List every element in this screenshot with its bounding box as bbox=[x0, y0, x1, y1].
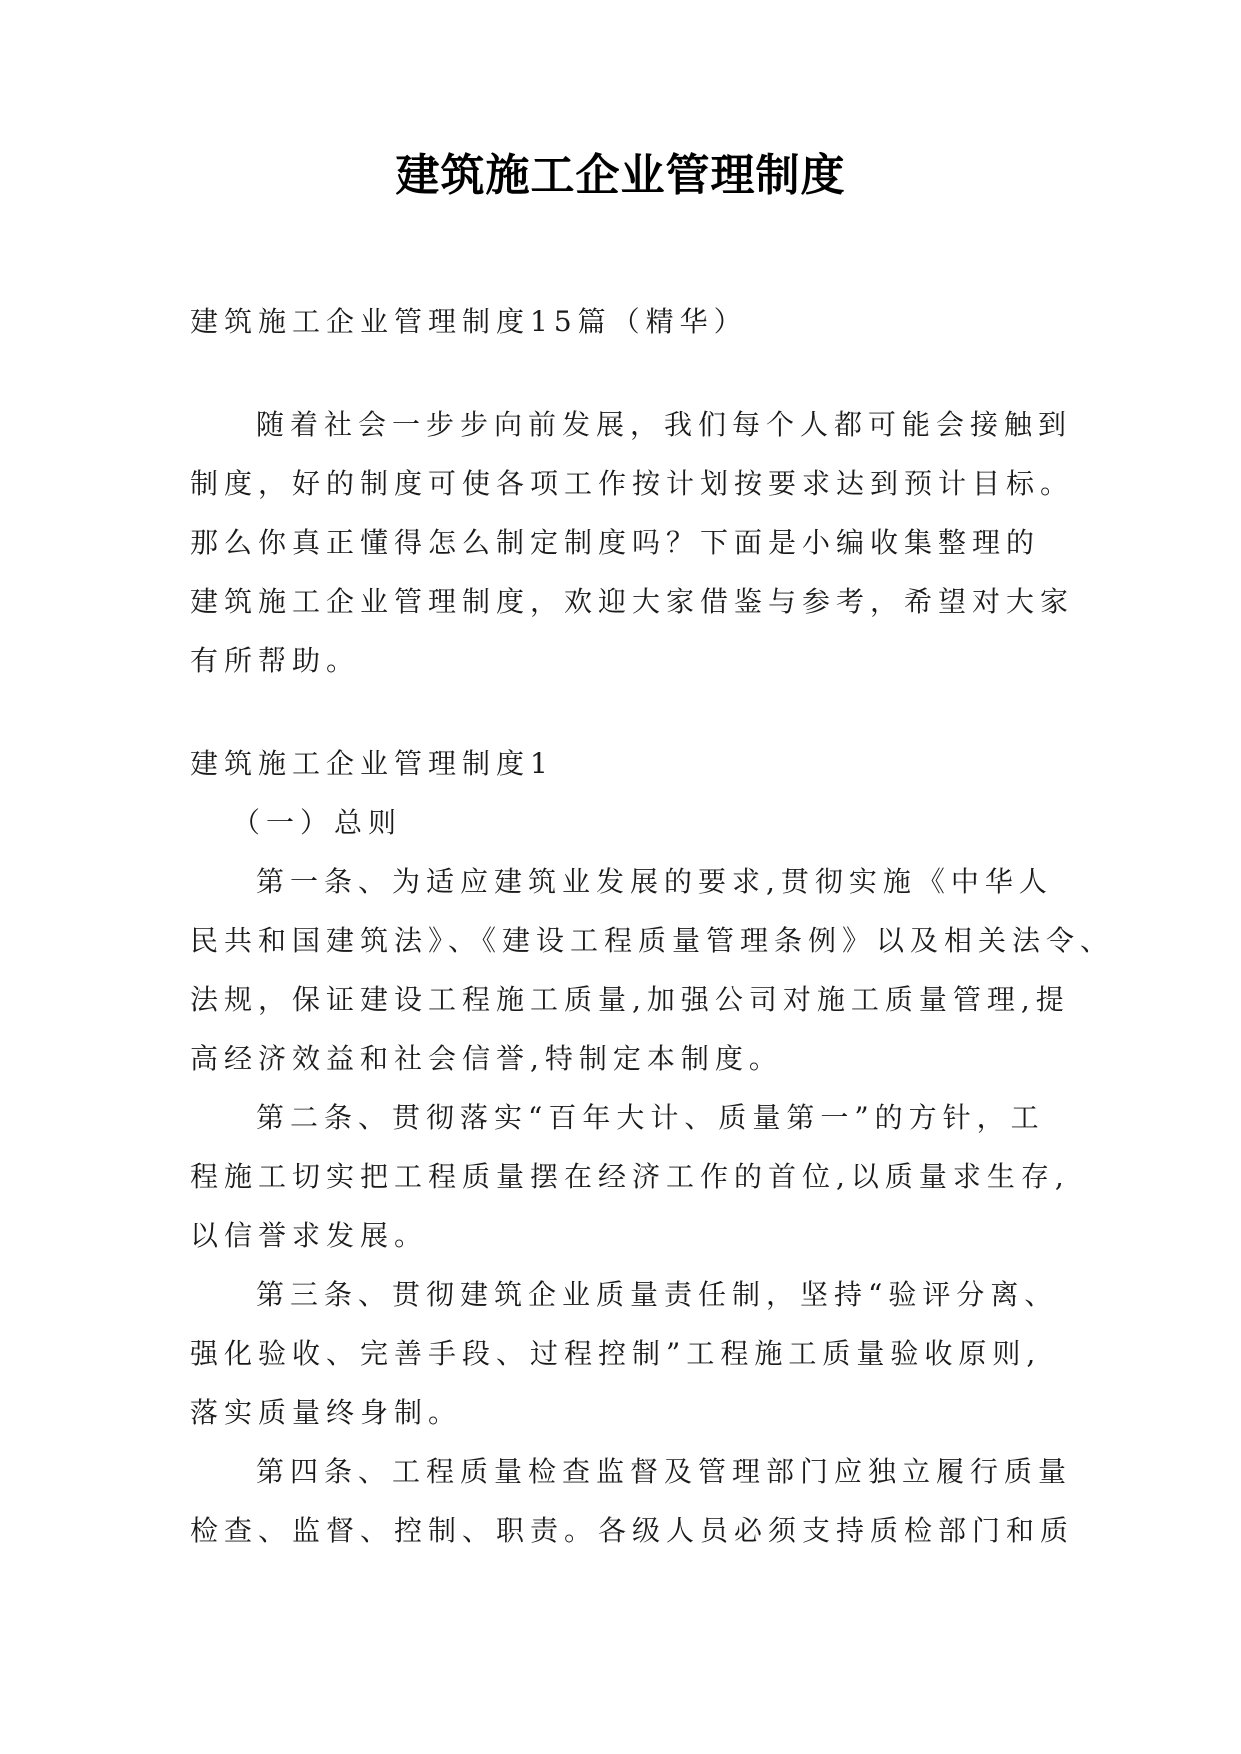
document-subtitle: 建筑施工企业管理制度15篇（精华） bbox=[190, 305, 748, 338]
intro-line: 那么你真正懂得怎么制定制度吗？下面是小编收集整理的 bbox=[190, 526, 1041, 559]
document-body bbox=[190, 292, 1115, 1560]
section-heading: 建筑施工企业管理制度1 bbox=[190, 747, 554, 780]
article-1 bbox=[190, 852, 1115, 1088]
article-line: 民共和国建筑法》、《建设工程质量管理条例》以及相关法令、 bbox=[190, 924, 1115, 957]
intro-line: 制度，好的制度可使各项工作按计划按要求达到预计目标。 bbox=[190, 467, 1075, 500]
article-line: 法规，保证建设工程施工质量,加强公司对施工质量管理,提 bbox=[190, 983, 1070, 1016]
article-line: 程施工切实把工程质量摆在经济工作的首位,以质量求生存, bbox=[190, 1160, 1070, 1193]
intro-line: 建筑施工企业管理制度，欢迎大家借鉴与参考，希望对大家 bbox=[190, 585, 1075, 618]
article-line: 第四条、工程质量检查监督及管理部门应独立履行质量 bbox=[256, 1455, 1073, 1488]
article-line: 高经济效益和社会信誉,特制定本制度。 bbox=[190, 1042, 783, 1075]
article-line: 强化验收、完善手段、过程控制”工程施工质量验收原则, bbox=[190, 1337, 1042, 1370]
article-line: 以信誉求发展。 bbox=[190, 1219, 429, 1252]
article-4 bbox=[190, 1442, 1075, 1560]
article-3 bbox=[190, 1265, 1070, 1442]
article-line: 第一条、为适应建筑业发展的要求,贯彻实施《中华人 bbox=[256, 865, 1053, 898]
article-line: 第三条、贯彻建筑企业质量责任制，坚持“验评分离、 bbox=[256, 1278, 1059, 1311]
intro-paragraph bbox=[190, 395, 1075, 690]
chapter-heading: （一）总则 bbox=[232, 806, 403, 839]
intro-line: 有所帮助。 bbox=[190, 644, 361, 677]
document-title: 建筑施工企业管理制度 bbox=[395, 150, 846, 201]
intro-line: 随着社会一步步向前发展，我们每个人都可能会接触到 bbox=[256, 408, 1073, 441]
article-line: 落实质量终身制。 bbox=[190, 1396, 463, 1429]
article-line: 第二条、贯彻落实“百年大计、质量第一”的方针，工 bbox=[256, 1101, 1045, 1134]
article-line: 检查、监督、控制、职责。各级人员必须支持质检部门和质 bbox=[190, 1514, 1075, 1547]
article-2 bbox=[190, 1088, 1070, 1265]
